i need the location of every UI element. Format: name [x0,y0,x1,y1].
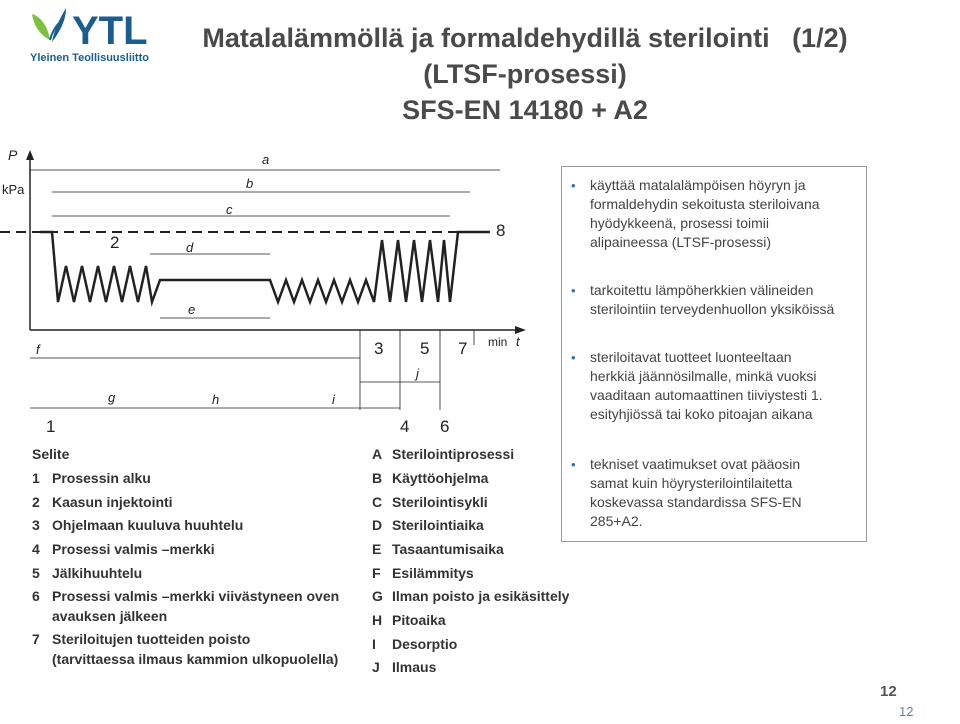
title-line-2: (LTSF-prosessi) [423,59,627,89]
legend-row: 2 Kaasun injektointi [32,494,173,510]
label-d: d [186,240,194,255]
label-c: c [226,202,233,217]
num-1: 1 [46,417,56,436]
legend-left [32,446,362,676]
legend-row: (tarvittaessa ilmaus kammion ulkopuolella) [52,651,339,667]
legend-row: 5 Jälkihuuhtelu [32,565,143,581]
legend-right [372,446,572,681]
bullet-icon: • [571,178,576,193]
num-6: 6 [440,417,450,436]
page-number: 12 [880,683,897,700]
legend-row: A Sterilointiprosessi [372,446,515,462]
y-axis-arrow [26,150,34,160]
logo-subtitle: Yleinen Teollisuusliitto [30,52,149,64]
title-line-1: Matalalämmöllä ja formaldehydillä sterilointi (1/2) [202,23,848,53]
bullet-icon: • [571,283,576,298]
bullet-icon: • [571,350,576,365]
leaf-icon [26,4,166,54]
legend-row: E Tasaantumisaika [372,541,504,557]
label-b: b [246,176,254,191]
legend-row: avauksen jälkeen [52,608,168,624]
legend-row: J Ilmaus [372,659,437,675]
legend-row: 4 Prosessi valmis –merkki [32,541,215,557]
legend-row: H Pitoaika [372,612,446,628]
bullet-icon: • [571,457,576,472]
x-axis-arrow [515,326,526,334]
num-3: 3 [374,339,384,358]
legend-row: 7 Steriloitujen tuotteiden poisto [32,631,251,647]
legend-heading: Selite [32,446,70,462]
label-j: j [416,366,419,381]
page-number-secondary: 12 [899,704,914,719]
ltsf-process-diagram [0,140,560,440]
info-bullet: • steriloitavat tuotteet luonteeltaan herkkiä jäännösilmalle, minkä vuoksi vaaditaan automaattinen tiiviystesti 1. esityhjiössä tai koko pitoajan aikana [571,349,823,422]
legend-row: F Esilämmitys [372,565,474,581]
legend-row: C Sterilointisykli [372,494,488,510]
page-title [180,20,870,128]
legend-row: I Desorptio [372,636,458,652]
legend-row: 6 Prosessi valmis –merkki viivästyneen oven [32,588,340,604]
y-label-unit: kPa [2,182,25,197]
logo-text: YTL [72,9,148,53]
num-8: 8 [496,221,506,240]
label-h: h [212,392,220,407]
info-bullet: • tekniset vaatimukset ovat pääosin samat kuin höyrysterilointilaitetta koskevassa standardissa SFS-EN 285+A2. [571,456,802,529]
label-a: a [262,152,270,167]
legend-row: 3 Ohjelmaan kuuluva huuhtelu [32,517,244,533]
pressure-curve [40,232,490,302]
num-4: 4 [400,417,410,436]
info-box [561,166,867,542]
legend-row: B Käyttöohjelma [372,470,489,486]
y-label-p: P [8,147,18,163]
info-bullet: • tarkoitettu lämpöherkkien välineiden sterilointiin terveydenhuollon yksiköissä [571,282,835,317]
label-i: i [332,392,335,407]
legend-row: G Ilman poisto ja esikäsittely [372,588,570,604]
legend-row: 1 Prosessin alku [32,470,151,486]
x-label-t: t [516,334,520,349]
label-f: f [36,342,40,357]
label-g: g [108,390,116,405]
legend-row: D Sterilointiaika [372,517,484,533]
title-line-3: SFS-EN 14180 + A2 [402,95,648,125]
num-2: 2 [110,233,120,252]
num-7: 7 [458,339,468,358]
num-5: 5 [420,339,430,358]
x-label-unit: min [488,335,508,349]
info-bullet: • käyttää matalalämpöisen höyryn ja formaldehydin sekoitusta steriloivana hyödykkeenä, prosessi toimii alipaineessa (LTSF-prosessi) [571,177,820,250]
label-e: e [188,302,196,317]
